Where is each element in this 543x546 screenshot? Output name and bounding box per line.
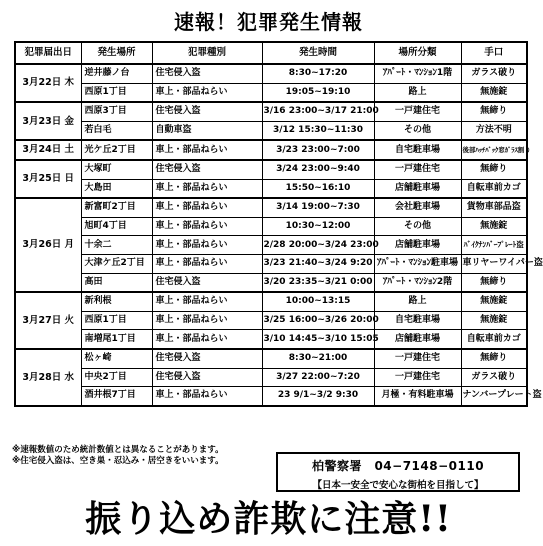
crime-type-cell: 住宅侵入盗 (152, 160, 262, 179)
table-row (15, 179, 527, 198)
method-cell: 自転車前カゴ (461, 330, 527, 349)
report-date-cell: 3月28日 水 (15, 349, 81, 406)
time-cell: 3/25 16:00~3/26 20:00 (262, 311, 374, 330)
method-cell: ﾊﾞｲｸﾅﾝﾊﾞｰﾌﾟﾚｰﾄ盗 (461, 236, 527, 255)
place-cell: 新富町2丁目 (81, 198, 152, 217)
method-cell: ガラス破り (461, 368, 527, 387)
location-type-cell: その他 (374, 121, 461, 140)
crime-type-cell: 車上・部品ねらい (152, 254, 262, 273)
table-row (15, 273, 527, 292)
table-row (15, 198, 527, 217)
time-cell: 23 9/1~3/2 9:30 (262, 387, 374, 406)
location-type-cell: その他 (374, 217, 461, 236)
place-cell: 西原1丁目 (81, 311, 152, 330)
table-row (15, 330, 527, 349)
report-date-cell: 3月22日 木 (15, 64, 81, 102)
location-type-cell: 一戸建住宅 (374, 102, 461, 121)
page-title: 速報！犯罪発生情報 (174, 10, 363, 34)
method-cell: 貨物車部品盗 (461, 198, 527, 217)
crime-table (14, 41, 543, 407)
method-cell: 無施錠 (461, 292, 527, 311)
method-cell: 無施錠 (461, 311, 527, 330)
header-location: 場所分類 (374, 42, 461, 64)
location-type-cell: 自宅駐車場 (374, 311, 461, 330)
place-cell: 光ケ丘2丁目 (81, 140, 152, 160)
place-cell: 酒井根7丁目 (81, 387, 152, 406)
header-date: 犯罪届出日 (15, 42, 81, 64)
footnotes (12, 445, 282, 467)
table-row (15, 160, 527, 179)
location-type-cell: 一戸建住宅 (374, 349, 461, 368)
method-cell: 無締り (461, 273, 527, 292)
table-header (15, 42, 527, 64)
time-cell: 3/20 23:35~3/21 0:00 (262, 273, 374, 292)
time-cell: 3/12 15:30~11:30 (262, 121, 374, 140)
table-row (15, 254, 527, 273)
place-cell: 十余二 (81, 236, 152, 255)
time-cell: 8:30~21:00 (262, 349, 374, 368)
table-row (15, 140, 527, 160)
method-cell: ガラス破り (461, 64, 527, 83)
crime-type-cell: 車上・部品ねらい (152, 140, 262, 160)
report-date-cell: 3月24日 土 (15, 140, 81, 160)
method-cell: ナンバープレート盗 (461, 387, 527, 406)
time-cell: 3/14 19:00~7:30 (262, 198, 374, 217)
location-type-cell: 店舗駐車場 (374, 236, 461, 255)
table-row (15, 217, 527, 236)
police-motto: 【日本一安全で安心な街柏を目指して】 (312, 480, 484, 491)
time-cell: 10:00~13:15 (262, 292, 374, 311)
method-cell: 無施錠 (461, 83, 527, 102)
method-cell: 無締り (461, 349, 527, 368)
location-type-cell: 月極・有料駐車場 (374, 387, 461, 406)
fraud-warning-slogan: 振り込め詐欺に注意!! (85, 498, 452, 540)
method-cell: 無締り (461, 160, 527, 179)
location-type-cell: ｱﾊﾟｰﾄ・ﾏﾝｼｮﾝ2階 (374, 273, 461, 292)
place-cell: 高田 (81, 273, 152, 292)
place-cell: 新利根 (81, 292, 152, 311)
method-cell: 方法不明 (461, 121, 527, 140)
time-cell: 3/23 23:00~7:00 (262, 140, 374, 160)
header-crime: 犯罪種別 (152, 42, 262, 64)
method-cell: 無施錠 (461, 217, 527, 236)
time-cell: 3/16 23:00~3/17 21:00 (262, 102, 374, 121)
crime-type-cell: 住宅侵入盗 (152, 102, 262, 121)
location-type-cell: 路上 (374, 292, 461, 311)
method-cell: 車リヤーワイパー盗 (461, 254, 527, 273)
place-cell: 逆井藤ノ台 (81, 64, 152, 83)
report-date-cell: 3月26日 月 (15, 198, 81, 292)
crime-type-cell: 住宅侵入盗 (152, 273, 262, 292)
header-row (15, 42, 527, 64)
place-cell: 若白毛 (81, 121, 152, 140)
crime-type-cell: 住宅侵入盗 (152, 64, 262, 83)
table-row (15, 311, 527, 330)
place-cell: 大津ケ丘2丁目 (81, 254, 152, 273)
location-type-cell: ｱﾊﾟｰﾄ・ﾏﾝｼｮﾝ駐車場 (374, 254, 461, 273)
table-row (15, 387, 527, 406)
crime-type-cell: 車上・部品ねらい (152, 311, 262, 330)
crime-type-cell: 車上・部品ねらい (152, 83, 262, 102)
crime-type-cell: 車上・部品ねらい (152, 217, 262, 236)
location-type-cell: 自宅駐車場 (374, 140, 461, 160)
table-row (15, 102, 527, 121)
report-date-cell: 3月25日 日 (15, 160, 81, 198)
table-row (15, 368, 527, 387)
location-type-cell: 店舗駐車場 (374, 330, 461, 349)
crime-type-cell: 自動車盗 (152, 121, 262, 140)
crime-type-cell: 住宅侵入盗 (152, 349, 262, 368)
report-date-cell: 3月23日 金 (15, 102, 81, 140)
crime-type-cell: 車上・部品ねらい (152, 179, 262, 198)
time-cell: 2/28 20:00~3/24 23:00 (262, 236, 374, 255)
police-station-phone: 柏警察署 04−7148−0110 (311, 459, 485, 473)
table-row (15, 121, 527, 140)
place-cell: 西原3丁目 (81, 102, 152, 121)
place-cell: 南増尾1丁目 (81, 330, 152, 349)
crime-type-cell: 車上・部品ねらい (152, 292, 262, 311)
location-type-cell: 店舗駐車場 (374, 179, 461, 198)
place-cell: 旭町4丁目 (81, 217, 152, 236)
crime-type-cell: 車上・部品ねらい (152, 387, 262, 406)
time-cell: 8:30~17:20 (262, 64, 374, 83)
location-type-cell: 一戸建住宅 (374, 160, 461, 179)
crime-type-cell: 車上・部品ねらい (152, 330, 262, 349)
location-type-cell: 会社駐車場 (374, 198, 461, 217)
time-cell: 10:30~12:00 (262, 217, 374, 236)
report-date-cell: 3月27日 火 (15, 292, 81, 349)
footnote-2: ※住宅侵入盗は、空き巣・忍込み・居空きをいいます。 (12, 456, 224, 466)
place-cell: 大島田 (81, 179, 152, 198)
header-time: 発生時間 (262, 42, 374, 64)
place-cell: 西原1丁目 (81, 83, 152, 102)
method-cell: 自転車前カゴ (461, 179, 527, 198)
table-row (15, 83, 527, 102)
method-cell: 無締り (461, 102, 527, 121)
table-row (15, 64, 527, 83)
time-cell: 15:50~16:10 (262, 179, 374, 198)
time-cell: 3/23 21:40~3/24 9:20 (262, 254, 374, 273)
crime-type-cell: 車上・部品ねらい (152, 236, 262, 255)
header-method: 手口 (461, 42, 527, 64)
crime-type-cell: 住宅侵入盗 (152, 368, 262, 387)
time-cell: 3/24 23:00~9:40 (262, 160, 374, 179)
police-contact-box (276, 452, 520, 492)
table-row (15, 236, 527, 255)
time-cell: 3/27 22:00~7:20 (262, 368, 374, 387)
place-cell: 大塚町 (81, 160, 152, 179)
table-row (15, 349, 527, 368)
footnote-1: ※速報数値のため統計数値とは異なることがあります。 (12, 445, 224, 455)
time-cell: 3/10 14:45~3/10 15:05 (262, 330, 374, 349)
table-row (15, 292, 527, 311)
table-body (15, 64, 543, 406)
place-cell: 中央2丁目 (81, 368, 152, 387)
location-type-cell: 路上 (374, 83, 461, 102)
location-type-cell: 一戸建住宅 (374, 368, 461, 387)
header-place: 発生場所 (81, 42, 152, 64)
method-cell: 後部ﾊｯﾁﾊﾞｯｸ窓ｶﾞﾗｽ割り (461, 140, 527, 160)
crime-type-cell: 車上・部品ねらい (152, 198, 262, 217)
location-type-cell: ｱﾊﾟｰﾄ・ﾏﾝｼｮﾝ1階 (374, 64, 461, 83)
place-cell: 松ヶ崎 (81, 349, 152, 368)
time-cell: 19:05~19:10 (262, 83, 374, 102)
